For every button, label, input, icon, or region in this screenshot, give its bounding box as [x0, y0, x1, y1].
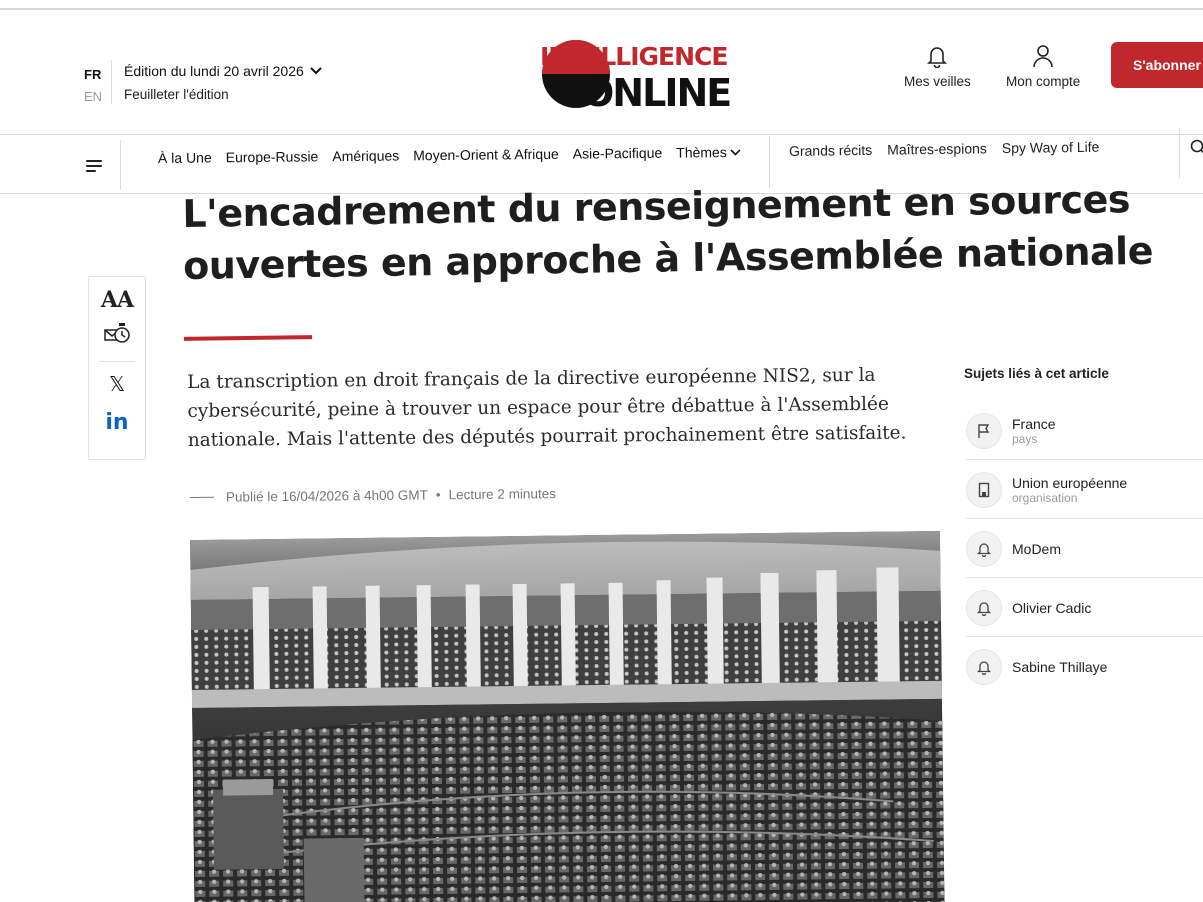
share-divider — [99, 361, 135, 362]
topic-sabine-thillaye[interactable] — [966, 638, 1203, 696]
topic-type: organisation — [1012, 490, 1078, 505]
logo-bottom-text: ONLINE — [582, 71, 731, 110]
x-share-icon[interactable]: 𝕏 — [108, 374, 126, 396]
nav-item-europe-russie[interactable]: Europe-Russie — [225, 148, 319, 166]
topic-name: Union européenne — [1012, 474, 1128, 491]
mail-clock-icon — [103, 321, 131, 347]
edition-block — [124, 59, 322, 107]
topic-modem[interactable] — [966, 520, 1203, 578]
linkedin-share-icon[interactable]: in — [105, 410, 129, 435]
nav-item-grands-recits[interactable]: Grands récits — [788, 141, 873, 159]
topic-type: pays — [1012, 431, 1038, 446]
reading-time: Lecture 2 minutes — [448, 486, 556, 503]
nav-item-asie-pacifique[interactable]: Asie-Pacifique — [572, 144, 663, 162]
topic-name: Olivier Cadic — [1012, 599, 1092, 616]
nav-divider — [1179, 128, 1180, 178]
user-icon — [1032, 44, 1054, 68]
headline-accent-rule — [184, 335, 312, 341]
themes-label: Thèmes — [676, 144, 727, 161]
topic-olivier-cadic[interactable] — [966, 579, 1203, 637]
nav-item-themes[interactable] — [676, 144, 741, 161]
nav-item-spy-way-of-life[interactable]: Spy Way of Life — [1001, 138, 1100, 157]
my-alerts-button[interactable] — [904, 44, 971, 89]
save-for-later-button[interactable] — [103, 321, 131, 359]
lang-en[interactable]: EN — [84, 89, 103, 104]
article-lede: La transcription en droit français de la directive européenne NIS2, sur la cybersécurité, peine à trouver un espace pour être débattue à l'Assemblée nationale. Mais l'attente des députés pourrait prochainement être satisfaite. — [187, 364, 907, 451]
bell-icon — [926, 44, 948, 68]
meta-separator: • — [435, 487, 441, 503]
subscribe-button[interactable]: S'abonner — [1111, 42, 1203, 88]
lang-fr[interactable]: FR — [84, 67, 102, 82]
chevron-down-icon — [730, 148, 741, 155]
font-size-button[interactable] — [101, 287, 133, 321]
building-icon — [966, 472, 1002, 508]
bell-icon — [966, 531, 1002, 567]
browse-edition-link[interactable]: Feuilleter l'édition — [124, 87, 229, 102]
nav-item-a-la-une[interactable]: À la Une — [157, 149, 212, 166]
language-switcher — [84, 64, 102, 108]
nav-item-ameriques[interactable]: Amériques — [332, 147, 400, 165]
article-meta — [190, 486, 556, 505]
article-headline: L'encadrement du renseignement en sources ouvertes en approche à l'Assemblée nationale — [182, 177, 1154, 288]
search-icon[interactable] — [1190, 139, 1203, 155]
font-size-label: AA — [100, 287, 134, 313]
chevron-down-icon — [310, 67, 322, 75]
nav-item-maitres-espions[interactable]: Maîtres-espions — [887, 140, 987, 158]
edition-title: Édition du lundi 20 avril 2026 — [124, 63, 304, 79]
my-alerts-label: Mes veilles — [904, 74, 971, 89]
topic-name: MoDem — [1012, 540, 1062, 557]
site-logo[interactable] — [536, 34, 768, 110]
bell-icon — [966, 590, 1002, 626]
nav-item-moyen-orient-afrique[interactable]: Moyen-Orient & Afrique — [413, 145, 559, 164]
topic-union-europeenne[interactable] — [966, 461, 1203, 519]
topic-france[interactable] — [966, 402, 1203, 460]
article-photo — [190, 531, 945, 902]
top-divider — [0, 8, 1203, 10]
edition-selector[interactable] — [124, 59, 322, 83]
article-tools — [88, 276, 146, 460]
bell-icon — [966, 649, 1002, 685]
my-account-label: Mon compte — [1006, 74, 1081, 89]
lang-divider — [111, 60, 112, 104]
related-topics-title: Sujets liés à cet article — [964, 366, 1109, 381]
topic-name: Sabine Thillaye — [1012, 659, 1108, 675]
flag-icon — [966, 413, 1002, 449]
nav-divider — [120, 140, 121, 190]
published-date: Publié le 16/04/2026 à 4h00 GMT — [225, 487, 428, 505]
topic-name: France — [1012, 415, 1056, 432]
menu-icon[interactable] — [86, 160, 102, 172]
my-account-button[interactable] — [1006, 44, 1080, 89]
logo-top-text: INTELLIGENCE — [540, 42, 728, 71]
meta-dash — [190, 496, 214, 498]
